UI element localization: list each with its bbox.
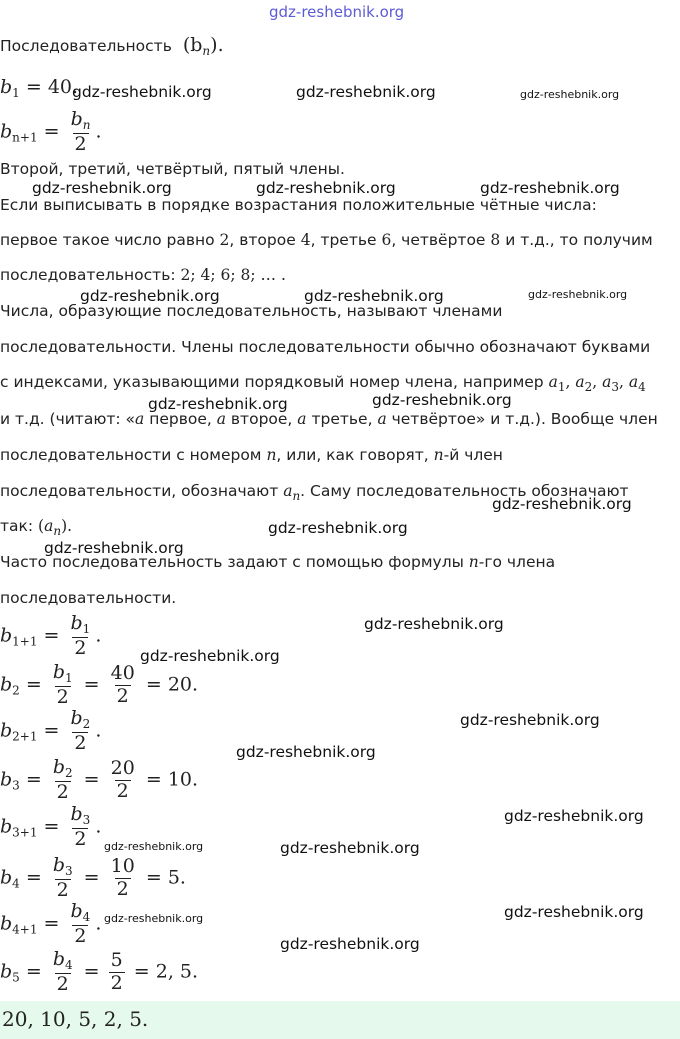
watermark: gdz-reshebnik.org <box>44 539 184 557</box>
site-header-link[interactable]: gdz-reshebnik.org <box>269 3 405 21</box>
intro-label: Последовательность <box>0 37 172 55</box>
theory-line-8: последовательности с номером n, или, как говорят, n-й член <box>0 446 503 464</box>
watermark: gdz-reshebnik.org <box>280 935 420 953</box>
theory-line-12: последовательности. <box>0 589 177 607</box>
watermark: gdz-reshebnik.org <box>80 287 220 305</box>
theory-line-3: последовательность: 2; 4; 6; 8; … . <box>0 266 286 284</box>
intro-sequence: $(b_n)$. <box>182 34 224 58</box>
watermark: gdz-reshebnik.org <box>304 287 444 305</box>
answer-box <box>0 1001 680 1039</box>
theory-line-5: последовательности. Члены последовательности обычно обозначают буквами <box>0 338 651 356</box>
theory-line-9: последовательности, обозначают $a_n$. Саму последовательность обозначают <box>0 482 629 503</box>
watermark: gdz-reshebnik.org <box>460 711 600 729</box>
watermark: gdz-reshebnik.org <box>528 288 628 301</box>
watermark: gdz-reshebnik.org <box>32 179 172 197</box>
watermark: gdz-reshebnik.org <box>364 615 504 633</box>
watermark: gdz-reshebnik.org <box>296 83 436 101</box>
watermark: gdz-reshebnik.org <box>504 903 644 921</box>
theory-line-2: первое такое число равно 2, второе 4, третье 6, четвёртое 8 и т.д., то получим <box>0 231 653 249</box>
theory-line-10: так: $(a_n)$. <box>0 517 73 538</box>
given-b1: $b_1 = 40$. <box>0 76 79 100</box>
step-b2-formula: $b_{1+1}$ = $\frac{b_1}{2}$ . <box>0 612 102 659</box>
theory-line-4: Числа, образующие последовательность, называют членами <box>0 302 503 320</box>
answer-text: 20, 10, 5, 2, 5. <box>2 1007 149 1031</box>
theory-line-6: с индексами, указывающими порядковый номер члена, например $a_1$, $a_2$, $a_3$, $a_4$ <box>0 373 646 394</box>
given-recursion: $b_{n+1}$ = $\frac{b_n}{2}$ . <box>0 108 102 155</box>
step-b4-formula: $b_{3+1}$ = $\frac{b_3}{2}$ . <box>0 803 102 850</box>
theory-line-7: и т.д. (читают: «a первое, a второе, a третье, a четвёртое» и т.д.). Вообще член <box>0 410 658 428</box>
step-b3-formula: $b_{2+1}$ = $\frac{b_2}{2}$ . <box>0 707 102 754</box>
watermark: gdz-reshebnik.org <box>280 839 420 857</box>
watermark: gdz-reshebnik.org <box>148 395 288 413</box>
step-b3-value: $b_3$ = $\frac{b_2}{2}$ = $\frac{20}{2}$ = 10. <box>0 756 199 803</box>
intro-line <box>0 34 224 58</box>
theory-line-11: Часто последовательность задают с помощью формулы n-го члена <box>0 553 556 571</box>
step-b4-value: $b_4$ = $\frac{b_3}{2}$ = $\frac{10}{2}$ = 5. <box>0 854 186 901</box>
watermark: gdz-reshebnik.org <box>372 391 512 409</box>
watermark: gdz-reshebnik.org <box>504 807 644 825</box>
theory-line-1: Если выписывать в порядке возрастания положительные чётные числа: <box>0 196 597 214</box>
watermark: gdz-reshebnik.org <box>256 179 396 197</box>
step-b2-value: $b_2$ = $\frac{b_1}{2}$ = $\frac{40}{2}$ = 20. <box>0 661 199 708</box>
watermark: gdz-reshebnik.org <box>480 179 620 197</box>
watermark: gdz-reshebnik.org <box>236 743 376 761</box>
watermark: gdz-reshebnik.org <box>104 840 204 853</box>
step-b5-formula: $b_{4+1}$ = $\frac{b_4}{2}$ . <box>0 900 102 947</box>
watermark: gdz-reshebnik.org <box>492 495 632 513</box>
watermark: gdz-reshebnik.org <box>72 83 212 101</box>
task-line: Второй, третий, четвёртый, пятый члены. <box>0 160 345 178</box>
watermark: gdz-reshebnik.org <box>140 647 280 665</box>
step-b5-value: $b_5$ = $\frac{b_4}{2}$ = $\frac{5}{2}$ = 2, 5. <box>0 948 199 995</box>
watermark: gdz-reshebnik.org <box>104 912 204 925</box>
watermark: gdz-reshebnik.org <box>520 88 620 101</box>
watermark: gdz-reshebnik.org <box>268 519 408 537</box>
